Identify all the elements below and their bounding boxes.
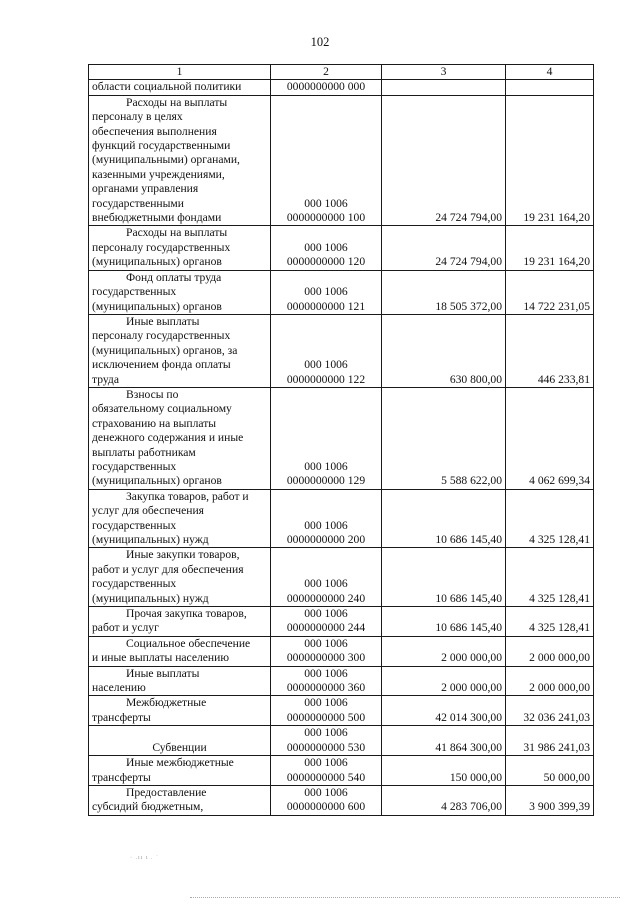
row-name-line: страхованию на выплаты	[92, 416, 217, 430]
row-value-col3: 2 000 000,00	[382, 666, 506, 696]
row-name-line: государственных	[92, 518, 177, 532]
row-name-line: (муниципальных) нужд	[92, 591, 209, 605]
row-name-line: функций государственными	[92, 139, 231, 153]
row-code-line: 0000000000 120	[286, 255, 366, 269]
table-row	[89, 666, 594, 696]
row-value-col3: 24 724 794,00	[382, 95, 506, 226]
row-name-line: (муниципальными) органами,	[92, 153, 240, 167]
row-value-col3: 18 505 372,00	[382, 270, 506, 314]
row-value-col4: 4 325 128,41	[506, 548, 594, 607]
table-row	[89, 756, 594, 786]
table-row	[89, 80, 594, 95]
table-row	[89, 636, 594, 666]
column-header-1: 1	[89, 65, 271, 80]
row-code-line: 0000000000 500	[286, 710, 366, 724]
row-name-line: персоналу в целях	[92, 110, 183, 124]
row-name-line: трансферты	[92, 710, 151, 724]
row-name-line: населению	[92, 681, 146, 695]
row-code-line: 000 1006	[304, 577, 348, 591]
row-code-line: 0000000000 530	[286, 740, 366, 754]
row-code-line: 0000000000 129	[286, 474, 366, 488]
row-name-line: и иные выплаты населению	[92, 651, 229, 665]
row-value-col4: 14 722 231,05	[506, 270, 594, 314]
row-code-line: 000 1006	[304, 726, 348, 740]
row-name-line: государственных	[92, 285, 177, 299]
row-code-line: 000 1006	[304, 666, 348, 680]
row-name-line: Прочая закупка товаров,	[126, 607, 247, 621]
row-name-line: (муниципальных) органов, за	[92, 343, 238, 357]
row-code-line: 0000000000 300	[286, 651, 366, 665]
row-name-line: Межбюджетные	[126, 696, 207, 710]
table-row	[89, 607, 594, 637]
row-name-cell	[89, 785, 271, 815]
row-name-cell	[89, 666, 271, 696]
table-row	[89, 489, 594, 548]
row-name-line: труда	[92, 372, 119, 386]
column-header-3: 3	[382, 65, 506, 80]
row-name-line: Иные закупки товаров,	[126, 548, 240, 562]
row-name-line: трансферты	[92, 770, 151, 784]
table-row	[89, 785, 594, 815]
row-code-line: 0000000000 540	[286, 770, 366, 784]
row-name-cell	[89, 226, 271, 270]
row-code-line: 0000000000 244	[286, 621, 366, 635]
row-value-col3: 10 686 145,40	[382, 548, 506, 607]
row-name-line: денежного содержания и иные	[92, 431, 244, 445]
row-name-line: (муниципальных) нужд	[92, 533, 209, 546]
row-code-line: 000 1006	[304, 696, 348, 710]
table-row	[89, 548, 594, 607]
row-value-col4: 2 000 000,00	[506, 636, 594, 666]
row-name-line: Социальное обеспечение	[126, 636, 251, 650]
row-name-cell	[89, 756, 271, 786]
row-value-col3: 41 864 300,00	[382, 726, 506, 756]
row-name-line: органами управления	[92, 182, 199, 196]
row-code-cell	[271, 636, 382, 666]
row-value-col4: 2 000 000,00	[506, 666, 594, 696]
row-name-cell	[89, 489, 271, 548]
row-name-line: услуг для обеспечения	[92, 504, 204, 518]
row-name-cell	[89, 314, 271, 387]
row-value-col3: 2 000 000,00	[382, 636, 506, 666]
row-code-cell	[271, 607, 382, 637]
row-code-cell	[271, 387, 382, 489]
row-value-col3: 42 014 300,00	[382, 696, 506, 726]
row-value-col3: 10 686 145,40	[382, 607, 506, 637]
table-header	[89, 65, 594, 80]
budget-table	[88, 64, 594, 816]
column-header-2: 2	[271, 65, 382, 80]
row-name-line: (муниципальных) органов	[92, 299, 222, 313]
row-code-line: 0000000000 360	[286, 681, 366, 695]
row-name-line: государственных	[92, 577, 177, 591]
row-value-col4: 19 231 164,20	[506, 95, 594, 226]
table-row	[89, 314, 594, 387]
table-body	[89, 80, 594, 815]
row-code-cell	[271, 548, 382, 607]
row-name-line: государственными	[92, 196, 184, 210]
row-name-cell	[89, 696, 271, 726]
row-code-cell	[271, 314, 382, 387]
row-value-col3: 150 000,00	[382, 756, 506, 786]
row-name-line: (муниципальных) органов	[92, 474, 222, 488]
scan-marks: · .ıı ι . ˙	[130, 855, 159, 861]
page-number: 102	[310, 35, 330, 49]
row-code-cell	[271, 95, 382, 226]
row-name-cell	[89, 95, 271, 226]
row-value-col3: 24 724 794,00	[382, 226, 506, 270]
row-code-line: 0000000000 240	[286, 591, 366, 605]
table-row	[89, 696, 594, 726]
row-code-cell	[271, 270, 382, 314]
row-code-line: 0000000000 121	[286, 299, 366, 313]
row-value-col4: 3 900 399,39	[506, 785, 594, 815]
row-name-line: Фонд оплаты труда	[126, 270, 222, 284]
row-name-line: Иные выплаты	[126, 314, 200, 328]
row-code-line: 0000000000 000	[286, 80, 366, 94]
row-name-line: области социальной политики	[92, 80, 242, 94]
row-code-line: 000 1006	[304, 756, 348, 770]
row-code-cell	[271, 785, 382, 815]
row-name-line: внебюджетными фондами	[92, 211, 222, 225]
row-code-cell	[271, 726, 382, 756]
column-header-4: 4	[506, 65, 594, 80]
row-name-cell	[89, 726, 271, 756]
scan-edge-line	[190, 897, 620, 898]
row-name-line: Субвенции	[152, 740, 207, 754]
row-code-line: 0000000000 200	[286, 533, 366, 546]
row-name-line: (муниципальных) органов	[92, 255, 222, 269]
row-value-col4	[506, 80, 594, 95]
row-value-col3: 630 800,00	[382, 314, 506, 387]
table-row	[89, 95, 594, 226]
row-name-line: Иные выплаты	[126, 666, 200, 680]
row-name-cell	[89, 636, 271, 666]
row-name-line: Расходы на выплаты	[126, 95, 228, 109]
row-name-line: выплаты работникам	[92, 445, 196, 459]
row-code-line: 0000000000 122	[286, 372, 366, 386]
row-name-line: персоналу государственных	[92, 329, 231, 343]
row-code-cell	[271, 696, 382, 726]
row-value-col4: 19 231 164,20	[506, 226, 594, 270]
row-name-line: казенными учреждениями,	[92, 167, 225, 181]
row-code-line: 0000000000 600	[286, 800, 366, 814]
row-name-cell	[89, 80, 271, 95]
row-code-cell	[271, 226, 382, 270]
row-code-line: 000 1006	[304, 518, 348, 532]
row-name-line: обеспечения выполнения	[92, 124, 217, 138]
row-name-line: Закупка товаров, работ и	[126, 489, 249, 503]
row-value-col4: 4 325 128,41	[506, 607, 594, 637]
row-name-line: персоналу государственных	[92, 240, 231, 254]
row-code-line: 0000000000 100	[286, 211, 366, 225]
row-value-col3: 10 686 145,40	[382, 489, 506, 548]
table-row	[89, 270, 594, 314]
row-value-col4: 446 233,81	[506, 314, 594, 387]
row-code-line: 000 1006	[304, 285, 348, 299]
row-code-cell	[271, 80, 382, 95]
row-name-cell	[89, 607, 271, 637]
row-name-cell	[89, 270, 271, 314]
row-name-line: субсидий бюджетным,	[92, 800, 204, 814]
row-code-line: 000 1006	[304, 607, 348, 621]
row-name-line: Расходы на выплаты	[126, 226, 228, 240]
row-code-line: 000 1006	[304, 459, 348, 473]
row-value-col4: 31 986 241,03	[506, 726, 594, 756]
row-name-line: Предоставление	[126, 785, 207, 799]
table-row	[89, 726, 594, 756]
row-value-col4: 50 000,00	[506, 756, 594, 786]
row-name-line: работ и услуг для обеспечения	[92, 562, 244, 576]
row-name-line: работ и услуг	[92, 621, 159, 635]
row-code-cell	[271, 489, 382, 548]
row-code-line: 000 1006	[304, 636, 348, 650]
row-name-line: Иные межбюджетные	[126, 756, 234, 770]
row-name-cell	[89, 387, 271, 489]
row-code-cell	[271, 756, 382, 786]
row-value-col3: 4 283 706,00	[382, 785, 506, 815]
row-value-col3: 5 588 622,00	[382, 387, 506, 489]
table-row	[89, 387, 594, 489]
row-code-line: 000 1006	[304, 358, 348, 372]
row-name-line: исключением фонда оплаты	[92, 358, 231, 372]
row-name-line: государственных	[92, 459, 177, 473]
row-name-cell	[89, 548, 271, 607]
row-name-line: Взносы по	[126, 387, 179, 401]
table-row	[89, 226, 594, 270]
row-name-line: обязательному социальному	[92, 402, 232, 416]
row-code-line: 000 1006	[304, 240, 348, 254]
row-value-col3	[382, 80, 506, 95]
row-value-col4: 4 062 699,34	[506, 387, 594, 489]
row-code-line: 000 1006	[304, 196, 348, 210]
row-value-col4: 32 036 241,03	[506, 696, 594, 726]
row-value-col4: 4 325 128,41	[506, 489, 594, 548]
row-code-cell	[271, 666, 382, 696]
row-code-line: 000 1006	[304, 785, 348, 799]
